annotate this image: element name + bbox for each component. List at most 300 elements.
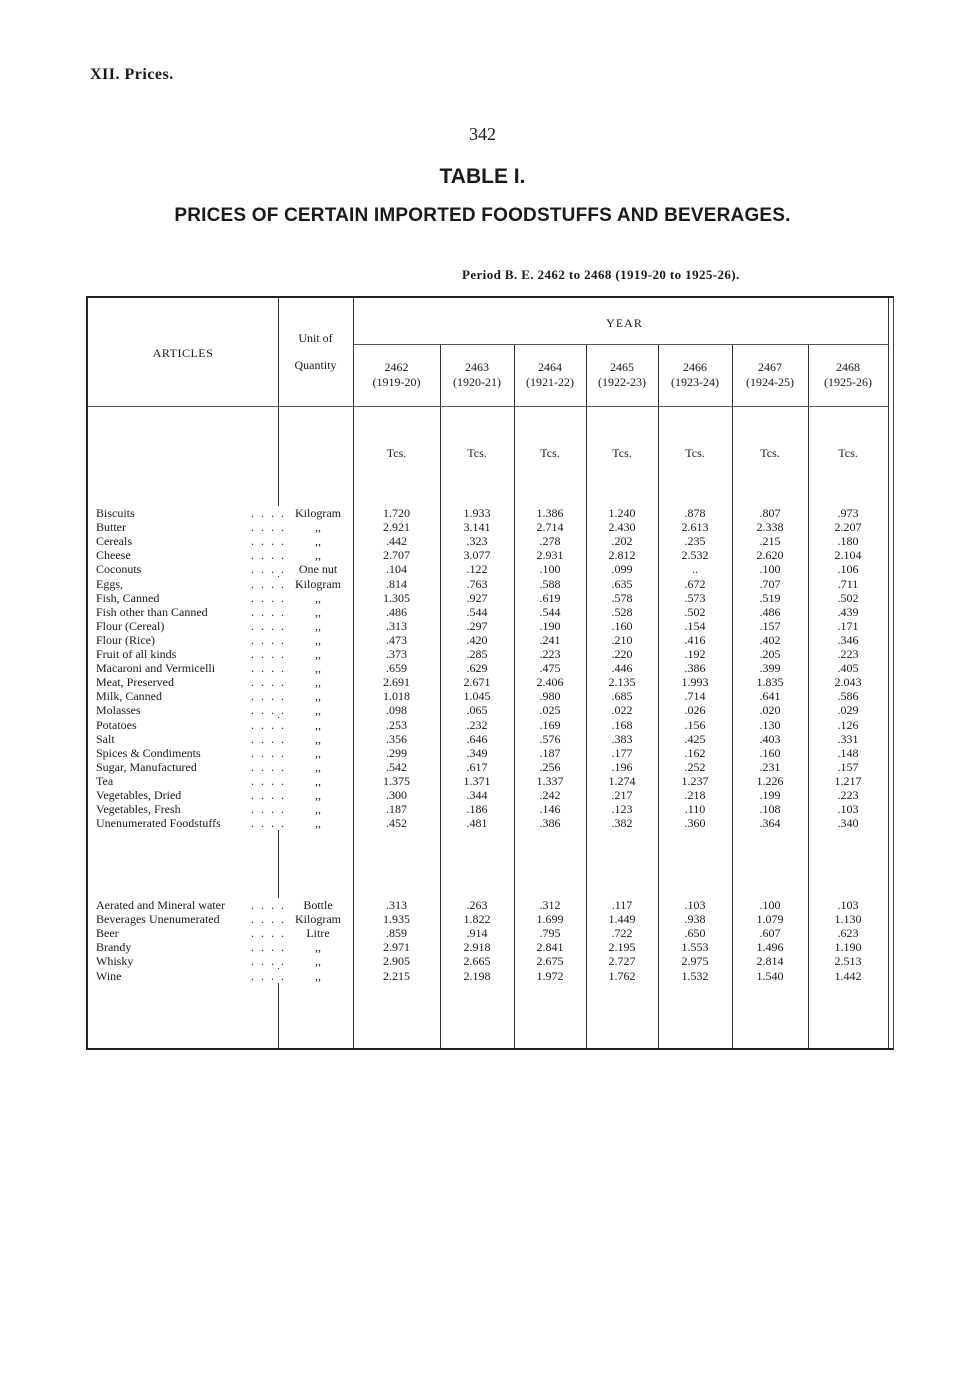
price-cell: .312 <box>539 898 561 912</box>
price-cell: 1.375 <box>383 773 410 788</box>
unit-cell: One nut <box>298 562 338 577</box>
leader-dots: . . . . <box>247 774 286 788</box>
price-cell: .029 <box>837 703 859 718</box>
price-cell: .403 <box>759 731 781 746</box>
price-cell: 2.207 <box>834 520 862 535</box>
price-cell: .162 <box>684 745 706 760</box>
article-name <box>96 548 286 562</box>
article-name <box>96 619 286 633</box>
unit-cell: ,, <box>315 940 321 955</box>
article-name <box>96 760 286 774</box>
price-cell: .386 <box>684 661 706 676</box>
price-cell: .130 <box>759 717 781 732</box>
price-cell: .544 <box>539 604 561 619</box>
price-cell: .914 <box>466 926 488 941</box>
article-name <box>96 802 286 816</box>
price-cell: .927 <box>466 590 488 605</box>
price-cell: 1.720 <box>383 506 410 520</box>
leader-dots: . . . . <box>247 562 286 576</box>
price-cell: 2.971 <box>383 940 410 955</box>
price-cell: 2.430 <box>608 520 636 535</box>
article-label: Flour (Rice) <box>96 632 155 647</box>
price-cell: 1.018 <box>383 689 410 704</box>
price-cell: .156 <box>684 717 706 732</box>
price-cell: .707 <box>759 576 781 591</box>
price-cell: 2.513 <box>834 954 862 969</box>
price-cell: 1.496 <box>756 940 784 955</box>
price-cell: .232 <box>466 717 488 732</box>
leader-dots: . . . . <box>247 520 286 534</box>
price-cell: .253 <box>386 717 407 732</box>
price-cell: .446 <box>611 661 633 676</box>
article-label: Salt <box>96 731 115 746</box>
unit-cell: Bottle <box>303 898 333 912</box>
year-be-header: 2462 <box>384 360 409 374</box>
price-cell: 2.931 <box>536 548 564 563</box>
year-be-header: 2467 <box>758 360 782 374</box>
unit-header-line2: Quantity <box>294 358 337 372</box>
year-be-header: 2465 <box>610 360 634 374</box>
unit-cell: ,, <box>315 661 321 676</box>
price-cell: .278 <box>539 534 561 549</box>
price-cell: .714 <box>684 689 706 704</box>
unit-cell: Kilogram <box>295 576 341 591</box>
price-cell: 2.975 <box>681 954 709 969</box>
price-cell: .473 <box>386 632 407 647</box>
price-cell: 1.993 <box>681 675 709 690</box>
price-cell: 2.714 <box>536 520 564 535</box>
price-cell: 2.905 <box>383 954 410 969</box>
price-cell: 1.337 <box>536 773 564 788</box>
leader-dots: . . . . <box>247 689 286 703</box>
unit-cell: ,, <box>315 689 321 704</box>
article-label: Sugar, Manufactured <box>96 759 197 774</box>
price-cell: .242 <box>539 788 561 802</box>
price-cell: .171 <box>837 618 859 633</box>
price-cell: 1.822 <box>463 912 491 927</box>
article-name <box>96 774 286 788</box>
period-caption: Period B. E. 2462 to 2468 (1919-20 to 1925-26). <box>462 267 740 282</box>
price-cell: 2.707 <box>383 548 410 563</box>
unit-cell: ,, <box>315 968 321 983</box>
price-cell: .122 <box>466 562 488 577</box>
price-cell: .217 <box>611 788 633 802</box>
price-cell: 2.675 <box>536 954 564 969</box>
price-cell: .177 <box>611 745 633 760</box>
unit-cell: ,, <box>315 802 321 817</box>
leader-dots: . . . . <box>247 732 286 746</box>
unit-cell: ,, <box>315 717 321 732</box>
price-cell: 1.935 <box>383 912 410 927</box>
article-name <box>96 647 286 661</box>
price-cell: .360 <box>684 816 706 831</box>
price-cell: 2.665 <box>463 954 491 969</box>
price-cell: .980 <box>539 689 561 704</box>
price-cell: .502 <box>684 604 706 619</box>
leader-dots: . . . . <box>247 675 286 689</box>
price-cell: 2.620 <box>756 548 784 563</box>
price-cell: .098 <box>386 703 407 718</box>
article-label: Brandy <box>96 940 132 955</box>
article-name <box>96 506 286 520</box>
year-be-header: 2468 <box>836 360 860 374</box>
year-ce-header: (1920-21) <box>453 375 501 389</box>
article-label: Cheese <box>96 548 131 563</box>
price-cell: 1.130 <box>834 912 862 927</box>
price-cell: .215 <box>759 534 781 549</box>
article-name <box>96 689 286 703</box>
price-cell: .205 <box>759 647 781 661</box>
price-cell: .241 <box>539 632 561 647</box>
price-cell: .. <box>692 562 698 577</box>
price-cell: .519 <box>759 590 781 605</box>
price-cell: .252 <box>684 759 706 774</box>
price-cell: .103 <box>837 802 859 817</box>
article-label: Coconuts <box>96 562 142 577</box>
price-cell: .117 <box>611 898 633 912</box>
unit-cell: ,, <box>315 759 321 774</box>
price-cell: .169 <box>539 717 561 732</box>
price-cell: .187 <box>539 745 561 760</box>
year-be-header: 2464 <box>538 360 562 374</box>
price-cell: .263 <box>466 898 488 912</box>
price-cell: .331 <box>837 731 859 746</box>
price-cell: .157 <box>759 618 781 633</box>
unit-cell: ,, <box>315 647 321 661</box>
price-cell: .100 <box>539 562 561 577</box>
price-cell: .544 <box>466 604 488 619</box>
price-cell: 2.043 <box>834 675 862 690</box>
price-cell: .502 <box>837 590 859 605</box>
price-cell: .323 <box>466 534 488 549</box>
price-cell: 2.812 <box>608 548 636 563</box>
leader-dots: . . . . <box>247 661 286 675</box>
article-label: Wine <box>96 968 122 983</box>
article-name <box>96 520 286 534</box>
price-cell: .026 <box>684 703 706 718</box>
article-label: Macaroni and Vermicelli <box>96 661 216 676</box>
price-cell: .223 <box>837 647 859 661</box>
unit-cell: Kilogram <box>295 912 341 927</box>
currency-label: Tcs. <box>386 446 407 460</box>
price-cell: .685 <box>611 689 633 704</box>
price-cell: .399 <box>759 661 781 676</box>
leader-dots: . . . . <box>247 605 286 619</box>
table-number: TABLE I. <box>439 165 526 188</box>
article-name <box>96 591 286 605</box>
article-name <box>96 788 286 802</box>
price-cell: .168 <box>611 717 633 732</box>
currency-label: Tcs. <box>540 446 560 460</box>
price-cell: 1.933 <box>463 506 491 520</box>
unit-cell: ,, <box>315 604 321 619</box>
price-cell: .486 <box>759 604 781 619</box>
price-cell: .202 <box>611 534 633 549</box>
price-cell: .313 <box>386 618 407 633</box>
price-cell: 2.198 <box>463 968 491 983</box>
price-cell: .186 <box>466 802 488 817</box>
price-cell: .617 <box>466 759 488 774</box>
price-cell: .196 <box>611 759 633 774</box>
year-ce-header: (1921-22) <box>526 375 574 389</box>
price-cell: .231 <box>759 759 781 774</box>
price-cell: .425 <box>684 731 706 746</box>
price-cell: .711 <box>837 576 859 591</box>
leader-dots: . . . . <box>247 548 286 562</box>
article-label: Milk, Canned <box>96 689 162 704</box>
unit-cell: ,, <box>315 731 321 746</box>
year-ce-header: (1924-25) <box>746 375 794 389</box>
price-cell: 1.240 <box>608 506 636 520</box>
price-cell: .025 <box>539 703 561 718</box>
price-cell: .190 <box>539 618 561 633</box>
unit-cell: ,, <box>315 618 321 633</box>
unit-cell: ,, <box>315 816 321 831</box>
leader-dots: . . . . <box>247 746 286 760</box>
leader-dots: . . . . <box>247 506 286 520</box>
price-cell: 2.814 <box>756 954 784 969</box>
leader-dots: . . . . <box>247 619 286 633</box>
article-name <box>96 605 286 619</box>
price-cell: 2.691 <box>383 675 410 690</box>
article-label: Whisky <box>96 954 134 969</box>
price-cell: 2.921 <box>383 520 410 535</box>
price-cell: .364 <box>759 816 781 831</box>
article-label: Spices & Condiments <box>96 745 201 760</box>
article-label: Beer <box>96 926 119 941</box>
price-cell: .187 <box>386 802 407 817</box>
leader-dots: . . . . <box>247 816 286 830</box>
price-cell: .110 <box>684 802 706 817</box>
price-cell: .641 <box>759 689 781 704</box>
price-cell: .220 <box>611 647 633 661</box>
price-cell: .938 <box>684 912 706 927</box>
price-cell: .108 <box>759 802 781 817</box>
unit-cell: ,, <box>315 954 321 969</box>
price-cell: .973 <box>837 506 859 520</box>
price-cell: .623 <box>837 926 859 941</box>
price-cell: .104 <box>386 562 407 577</box>
price-cell: .795 <box>539 926 561 941</box>
article-label: Fish, Canned <box>96 590 160 605</box>
unit-cell: ,, <box>315 520 321 535</box>
price-cell: 3.077 <box>463 548 491 563</box>
article-label: Molasses <box>96 703 141 718</box>
price-cell: .722 <box>611 926 633 941</box>
price-cell: 2.135 <box>608 675 636 690</box>
article-label: Unenumerated Foodstuffs <box>96 816 221 831</box>
section-heading: XII. Prices. <box>90 66 174 83</box>
price-cell: .100 <box>759 562 781 577</box>
price-cell: 1.079 <box>756 912 784 927</box>
price-cell: .199 <box>759 788 781 802</box>
currency-label: Tcs. <box>467 446 487 460</box>
price-cell: 2.338 <box>756 520 784 535</box>
table-title: PRICES OF CERTAIN IMPORTED FOODSTUFFS AND BEVERAGES. <box>174 205 791 226</box>
price-cell: 2.841 <box>536 940 564 955</box>
article-name <box>96 661 286 675</box>
article-label: Potatoes <box>96 717 137 732</box>
price-cell: 1.386 <box>536 506 564 520</box>
price-cell: .573 <box>684 590 706 605</box>
price-cell: .383 <box>611 731 633 746</box>
price-cell: 1.226 <box>756 773 784 788</box>
articles-header: ARTICLES <box>152 346 214 360</box>
article-label: Vegetables, Dried <box>96 788 182 802</box>
price-cell: .349 <box>466 745 488 760</box>
article-name <box>96 746 286 760</box>
price-cell: 2.727 <box>608 954 636 969</box>
article-name <box>96 969 286 983</box>
article-name <box>96 954 286 968</box>
price-cell: 3.141 <box>463 520 491 535</box>
price-cell: .300 <box>386 788 407 802</box>
price-cell: 1.190 <box>834 940 862 955</box>
article-label: Meat, Preserved <box>96 675 174 690</box>
price-cell: .103 <box>837 898 859 912</box>
price-cell: .452 <box>386 816 407 831</box>
leader-dots: . . . . <box>247 718 286 732</box>
price-cell: 1.237 <box>681 773 709 788</box>
year-ce-header: (1925-26) <box>824 375 872 389</box>
price-cell: .346 <box>837 632 859 647</box>
year-be-header: 2463 <box>465 360 489 374</box>
price-cell: .586 <box>837 689 859 704</box>
price-cell: .405 <box>837 661 859 676</box>
price-cell: .100 <box>759 898 781 912</box>
price-cell: .218 <box>684 788 706 802</box>
price-cell: .528 <box>611 604 633 619</box>
unit-cell: Litre <box>306 926 330 941</box>
price-cell: .578 <box>611 590 633 605</box>
currency-label: Tcs. <box>838 446 858 460</box>
article-label: Eggs, <box>96 576 123 591</box>
price-cell: .576 <box>539 731 561 746</box>
price-cell: 1.045 <box>463 689 491 704</box>
price-cell: .192 <box>684 647 706 661</box>
unit-cell: ,, <box>315 788 321 802</box>
price-cell: .629 <box>466 661 488 676</box>
price-cell: 1.449 <box>608 912 636 927</box>
article-name <box>96 940 286 954</box>
year-be-header: 2466 <box>683 360 707 374</box>
price-cell: .106 <box>837 562 859 577</box>
price-cell: .344 <box>466 788 488 802</box>
price-cell: .635 <box>611 576 633 591</box>
price-cell: 1.835 <box>756 675 784 690</box>
price-cell: .619 <box>539 590 561 605</box>
price-cell: .659 <box>386 661 407 676</box>
price-cell: .099 <box>611 562 633 577</box>
leader-dots: . . . . <box>247 969 286 983</box>
price-cell: .235 <box>684 534 706 549</box>
price-cell: .022 <box>611 703 633 718</box>
article-name <box>96 562 286 576</box>
price-cell: 2.104 <box>834 548 862 563</box>
price-cell: 1.699 <box>536 912 564 927</box>
price-cell: .646 <box>466 731 488 746</box>
leader-dots: . . . . <box>247 760 286 774</box>
price-cell: 2.406 <box>536 675 564 690</box>
price-cell: .103 <box>684 898 706 912</box>
price-cell: .146 <box>539 802 561 817</box>
leader-dots: . . . . <box>247 577 286 591</box>
price-cell: .672 <box>684 576 706 591</box>
leader-dots: . . . . <box>247 926 286 940</box>
price-cell: .065 <box>466 703 488 718</box>
price-cell: .386 <box>539 816 561 831</box>
column-rule <box>888 298 889 1048</box>
unit-cell: ,, <box>315 590 321 605</box>
article-label: Biscuits <box>96 506 135 520</box>
year-ce-header: (1919-20) <box>372 375 421 389</box>
price-cell: .297 <box>466 618 488 633</box>
price-cell: .148 <box>837 745 859 760</box>
unit-cell: ,, <box>315 632 321 647</box>
price-cell: 1.217 <box>834 773 862 788</box>
currency-label: Tcs. <box>760 446 780 460</box>
price-cell: .373 <box>386 647 407 661</box>
price-cell: .256 <box>539 759 561 774</box>
price-cell: 1.305 <box>383 590 410 605</box>
price-cell: 1.762 <box>608 968 636 983</box>
price-cell: 1.274 <box>608 773 636 788</box>
leader-dots: . . . . <box>247 954 286 968</box>
price-cell: .763 <box>466 576 488 591</box>
price-cell: .807 <box>759 506 781 520</box>
article-label: Beverages Unenumerated <box>96 912 220 927</box>
leader-dots: . . . . <box>247 534 286 548</box>
price-cell: .588 <box>539 576 561 591</box>
year-ce-header: (1922-23) <box>598 375 646 389</box>
price-cell: .486 <box>386 604 407 619</box>
price-cell: .154 <box>684 618 706 633</box>
price-cell: 1.540 <box>756 968 784 983</box>
price-cell: .299 <box>386 745 407 760</box>
price-cell: 1.442 <box>834 968 862 983</box>
article-name <box>96 718 286 732</box>
article-label: Fish other than Canned <box>96 604 208 619</box>
article-name <box>96 534 286 548</box>
price-cell: 2.195 <box>608 940 636 955</box>
unit-header-line1: Unit of <box>298 331 333 345</box>
year-rule <box>353 344 889 345</box>
price-cell: .180 <box>837 534 859 549</box>
price-cell: .160 <box>759 745 781 760</box>
price-cell: .020 <box>759 703 781 718</box>
price-cell: 1.371 <box>463 773 491 788</box>
price-cell: .223 <box>539 647 561 661</box>
price-cell: .340 <box>837 816 859 831</box>
prices-table <box>86 296 894 1050</box>
price-cell: .650 <box>684 926 706 941</box>
price-cell: .126 <box>837 717 859 732</box>
price-cell: .442 <box>386 534 407 549</box>
price-cell: .542 <box>386 759 407 774</box>
article-label: Vegetables, Fresh <box>96 802 181 817</box>
leader-dots: . . . . <box>247 802 286 816</box>
price-cell: .814 <box>386 576 407 591</box>
price-cell: .313 <box>386 898 407 912</box>
price-cell: 1.553 <box>681 940 709 955</box>
leader-dots: . . . . <box>247 940 286 954</box>
price-cell: .416 <box>684 632 706 647</box>
article-name <box>96 703 286 717</box>
price-cell: .402 <box>759 632 781 647</box>
article-name <box>96 633 286 647</box>
article-label: Butter <box>96 520 126 535</box>
article-name <box>96 816 286 830</box>
